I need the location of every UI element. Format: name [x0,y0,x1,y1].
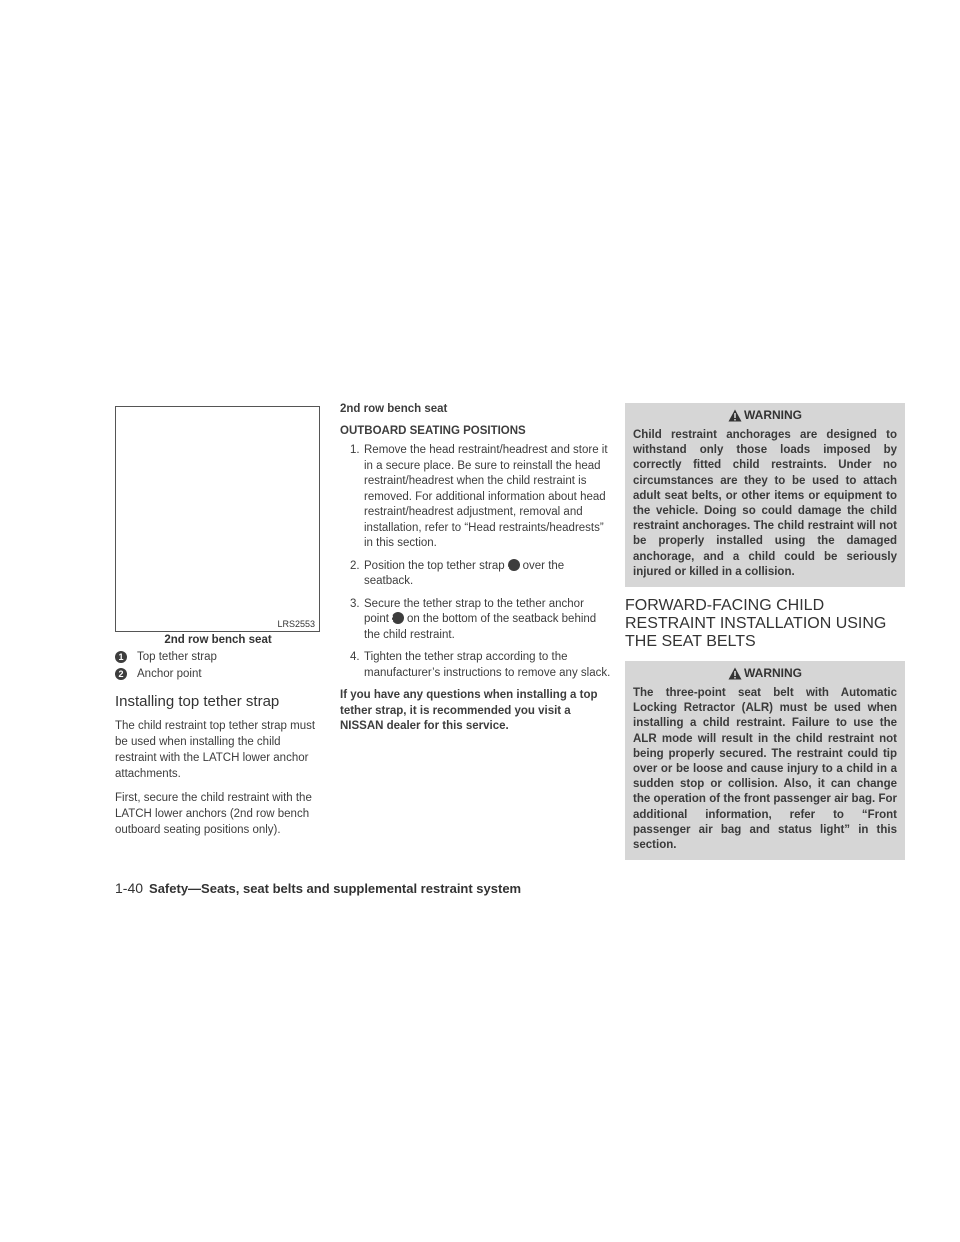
legend-label-2: Anchor point [137,668,202,680]
step-3: 3. Secure the tether strap to the tether anchor point2 on the bottom of the seatback behind the child restraint. [350,597,597,641]
step-2: 2. Position the top tether strap1 over the seatback. [350,559,565,587]
warning-text: Child restraint anchorages are designed to withstand only those loads imposed by correctly fitted child restraints. Under no circumstances are they to be used to attach adult seat belts, or other items or equipment to the vehicle. Doing so could damage the child restraint anchorages. The child restraint will not be properly installed using the damaged anchorage, and a child could be seriously injured or killed in a collision. [633,429,897,578]
step-4: 4. Tighten the tether strap according to the manufacturer’s instructions to remove any slack. [350,651,611,679]
warning-triangle-icon [728,409,742,422]
seat-illustration [115,406,320,632]
closing-note: If you have any questions when installing a top tether strap, it is recommended you visit a NISSAN dealer for this service. [340,689,598,732]
callout-2-icon: 2 [115,668,127,680]
legend-label-1: Top tether strap [137,651,217,663]
callout-2-icon: 2 [392,612,404,624]
section-heading: FORWARD-FACING CHILD RESTRAINT INSTALLATION USING THE SEAT BELTS [625,597,887,651]
page-footer [115,880,521,896]
warning-box-alr [625,661,905,860]
bench-heading: 2nd row bench seat [340,403,448,415]
installing-heading: Installing top tether strap [115,693,280,710]
page-number: 1-40 [115,880,144,896]
callout-1-icon: 1 [115,651,127,663]
installing-paragraph-1: The child restraint top tether strap must be used when installing the child restraint with the LATCH lower anchor attachments. [115,720,316,780]
warning-box-anchorages [625,403,905,587]
figure-caption: 2nd row bench seat [164,634,272,646]
steps-list [340,443,612,681]
chapter-title: Safety—Seats, seat belts and supplemental restraint system [149,881,522,896]
left-column [115,406,322,846]
outboard-heading: OUTBOARD SEATING POSITIONS [340,425,526,437]
figure-code: LRS2553 [277,619,315,629]
warning-triangle-icon [728,667,742,680]
legend-item-1 [115,651,322,663]
step-1: 1. Remove the head restraint/headrest and store it in a secure place. Be sure to reinstall the head restraint/headrest when the child restraint is removed. For additional information about head restraint/headrest adjustment, removal and installation, refer to “Head restraints/headrests” in this section. [350,444,608,549]
legend-item-2 [115,668,322,680]
warning-title: WARNING [633,666,897,680]
right-column [625,403,905,870]
warning-text: The three-point seat belt with Automatic Locking Retractor (ALR) must be used when installing a child restraint. Failure to use the ALR mode will result in the child restraint not being properly secured. The restraint could tip over or be loose and cause injury to a child in a sudden stop or collision. Also, it can change the operation of the front passenger air bag. For additional information, refer to “Front passenger air bag and status light” in this section. [633,687,897,852]
middle-column [340,403,612,735]
installing-paragraph-2: First, secure the child restraint with the LATCH lower anchors (2nd row bench outboard seating positions only). [115,792,312,836]
warning-title: WARNING [633,408,897,422]
callout-1-icon: 1 [508,559,520,571]
